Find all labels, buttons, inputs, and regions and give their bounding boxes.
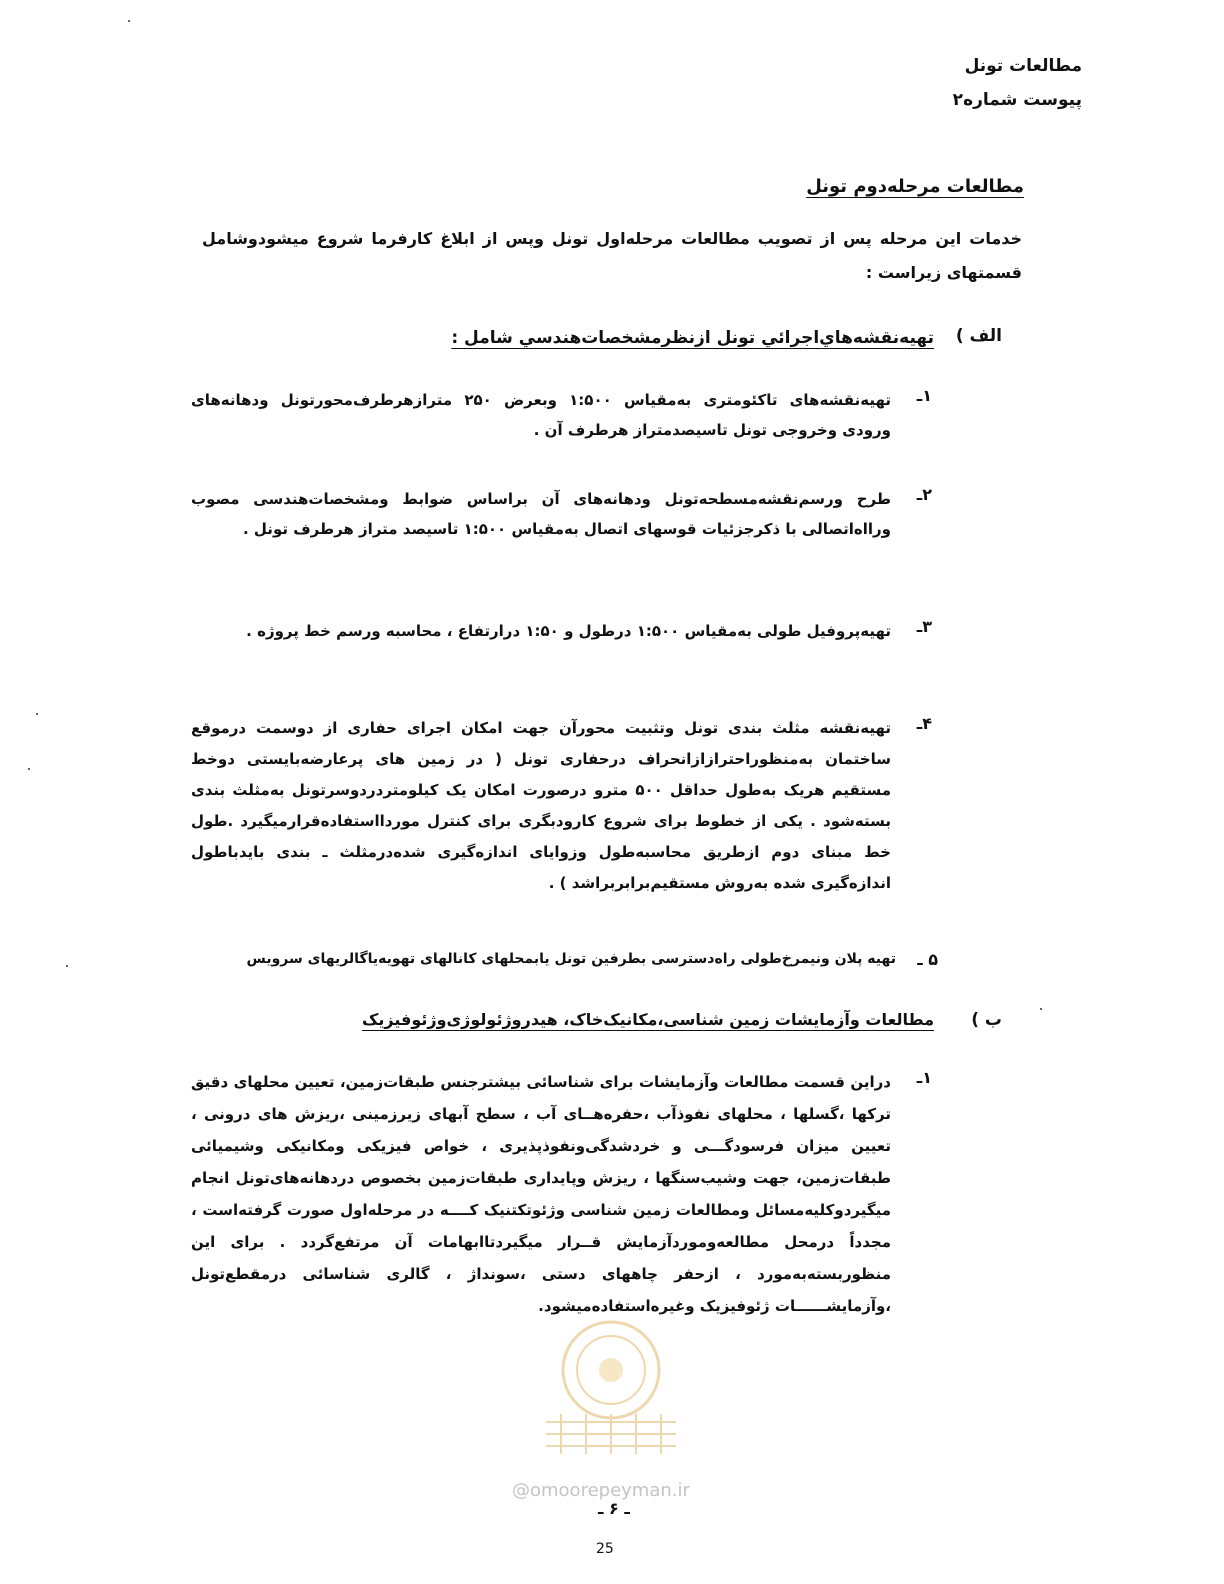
section-a-letter: الف ) [955,326,1002,346]
section-a-item-1-num: ۱ـ [916,386,932,405]
page-title: مطالعات مرحله‌دوم تونل [806,176,1024,197]
page-marker: ـ ۶ ـ [598,1499,630,1518]
section-a-item-5-text: تهیه پلان ونیمرخ‌طولی راه‌دسترسی بطرفین تونل یابمحلهای کانالهای تهویه‌یاگالریهای سرویس [246,951,896,967]
scan-speck [66,965,68,967]
section-a-item-3-text: تهیه‌پروفیل طولی به‌مقیاس ۱:۵۰۰ درطول و ۱:۵۰ درارتفاع ، محاسبه ورسم خط پروژه . [246,622,891,640]
header-line-2: پیوست شماره۲ [952,90,1082,110]
header-line-1: مطالعات تونل [964,56,1082,76]
seal-watermark-icon [486,1310,736,1460]
page-number: 25 [596,1541,614,1557]
section-b-item-1-num: ۱ـ [916,1068,932,1087]
section-a-item-2-num: ۲ـ [916,485,932,504]
section-b-letter: ب ) [971,1010,1002,1030]
intro-paragraph: خدمات این مرحله پس از تصویب مطالعات مرحله‌اول تونل وپس از ابلاغ کارفرما شروع میشودوشامل قسمتهای زیراست : [202,229,1022,282]
section-a-item-4-num: ۴ـ [916,714,932,733]
section-b-title: مطالعات وآزمایشات زمین شناسی،مکانیک‌خاک، هیدروژئولوژی‌وژئوفیزیک [361,1010,934,1029]
scan-speck [36,713,38,715]
section-b-item-1-text: دراین قسمت مطالعات وآزمایشات برای شناسائی بیشترجنس طبقات‌زمین، تعیین محلهای دقیق ترکها ،گسلها ، محلهای نفوذآب ،حفره‌هــای آب ، سطح آبهای زیرزمینی ،ریزش های درونی ، تعیین میزان فرسودگـــی و خردشدگی‌ونفوذپذیری ، خواص فیزیکی ومکانیکی وشیمیائی طبقات‌زمین، جهت وشیب‌سنگها ، ریزش وپایداری طبقات‌زمین بخصوص دردهانه‌های‌تونل انجام میگیردوکلیه‌مسائل ومطالعات زمین شناسی وژئوتکتنیک کــــه در مرحله‌اول صورت گرفته‌است ، مجدداً درمحل مطالعه‌وموردآزمایش قــرار میگیردتاابهامات آن مرتفع‌گردد . برای این منظوربسته‌به‌مورد ، ازحفر چاههای دستی ،سونداژ ، گالری شناسائی درمقطع‌تونل ،وآزمایشــــــات ژئوفیزیک وغیره‌استفاده‌میشود. [191,1073,891,1315]
section-a-item-3-num: ۳ـ [916,617,932,636]
section-a-item-4-text: تهیه‌نقشه مثلث بندی تونل وتثبیت محورآن جهت امکان اجرای حفاری از دوسمت درموقع ساختمان به‌منظوراحترازازانحراف درحفاری تونل ( در زمین های پرعارضه‌بایستی دوخط مستقیم هریک به‌طول حداقل ۵۰۰ مترو درصورت امکان یک کیلومتردردوسرتونل به‌مثلث بندی بسته‌شود . یکی از خطوط برای شروع کارودبگری برای کنترل موردااستفاده‌قرارمیگیرد .طول خط مبنای دوم ازطریق محاسبه‌طول وزوایای اندازه‌گیری شده‌درمثلث ـ بندی بایدباطول اندازه‌گیری شده به‌روش مستقیم‌برابربراشد ) . [191,719,891,892]
scan-speck [1040,1008,1042,1010]
section-a-title: تهیه‌نقشه‌هاي‌اجرائي تونل ازنظرمشخصات‌هندسي شامل : [451,328,934,348]
section-a-item-1-text: تهیه‌نقشه‌های تاکئومتری به‌مقیاس ۱:۵۰۰ وبعرض ۲۵۰ مترازهرطرف‌محورتونل ودهانه‌های ورودی وخروجی تونل تاسیصدمتراز هرطرف آن . [191,391,891,439]
scan-speck [128,20,130,22]
section-a-item-5-num: ۵ ـ [917,950,938,969]
scan-speck [28,768,30,770]
section-a-item-2-text: طرح ورسم‌نقشه‌مسطحه‌تونل ودهانه‌های آن براساس ضوابط ومشخصات‌هندسی مصوب ورااه‌اتصالی با ذکرجزئیات قوسهای اتصال به‌مقیاس ۱:۵۰۰ تاسیصد متراز هرطرف تونل . [191,490,891,538]
footer-watermark: @omoorepeyman.ir [512,1480,690,1501]
